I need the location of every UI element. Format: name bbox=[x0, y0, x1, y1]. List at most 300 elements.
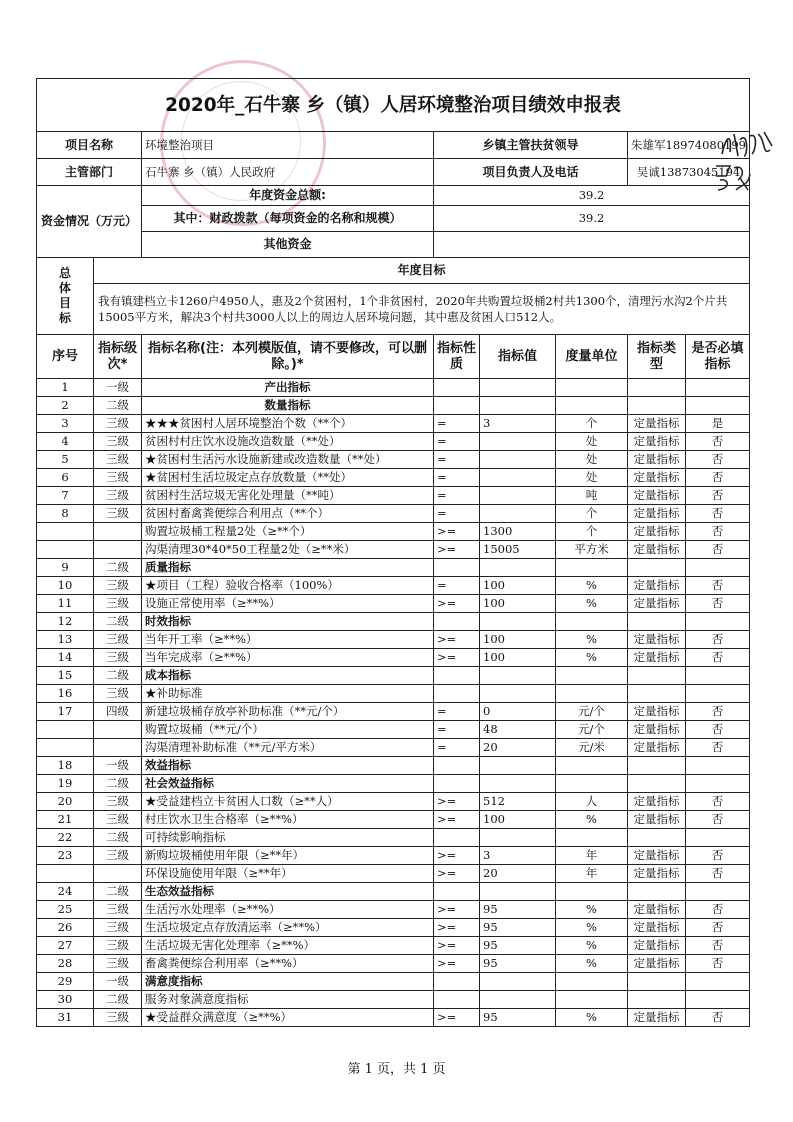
row-type: 定量指标 bbox=[628, 937, 686, 955]
row-type: 定量指标 bbox=[628, 793, 686, 811]
row-type bbox=[628, 883, 686, 901]
row-seq: 14 bbox=[37, 649, 94, 667]
row-unit bbox=[556, 775, 628, 793]
table-row bbox=[37, 703, 750, 721]
row-level bbox=[94, 523, 142, 541]
row-type: 定量指标 bbox=[628, 703, 686, 721]
row-value: 95 bbox=[480, 919, 556, 937]
row-name: ★★★贫困村人居环境整治个数（**个） bbox=[142, 415, 434, 433]
row-required: 否 bbox=[686, 649, 750, 667]
row-name: ★贫困村生活垃圾定点存放数量（**处） bbox=[142, 469, 434, 487]
col-seq: 序号 bbox=[37, 335, 94, 379]
row-required bbox=[686, 829, 750, 847]
row-required: 否 bbox=[686, 955, 750, 973]
row-nature: = bbox=[434, 505, 480, 523]
row-name: 购置垃圾桶（**元/个） bbox=[142, 721, 434, 739]
row-type bbox=[628, 379, 686, 397]
table-row bbox=[37, 379, 750, 397]
row-value bbox=[480, 757, 556, 775]
row-required bbox=[686, 757, 750, 775]
row-required: 否 bbox=[686, 595, 750, 613]
row-required: 否 bbox=[686, 1009, 750, 1027]
row-name: 数量指标 bbox=[142, 397, 434, 415]
table-row bbox=[37, 469, 750, 487]
row-required bbox=[686, 613, 750, 631]
row-seq: 13 bbox=[37, 631, 94, 649]
col-value: 指标值 bbox=[480, 335, 556, 379]
row-type bbox=[628, 991, 686, 1009]
row-required: 否 bbox=[686, 703, 750, 721]
row-seq: 24 bbox=[37, 883, 94, 901]
row-nature bbox=[434, 775, 480, 793]
row-value bbox=[480, 487, 556, 505]
table-row bbox=[37, 595, 750, 613]
row-nature: = bbox=[434, 703, 480, 721]
row-unit: % bbox=[556, 901, 628, 919]
row-required: 否 bbox=[686, 451, 750, 469]
row-nature: >= bbox=[434, 901, 480, 919]
row-name: 当年完成率（≥**%） bbox=[142, 649, 434, 667]
row-value bbox=[480, 469, 556, 487]
row-name: 成本指标 bbox=[142, 667, 434, 685]
goal-header: 年度目标 bbox=[94, 258, 750, 284]
table-row bbox=[37, 523, 750, 541]
row-seq: 29 bbox=[37, 973, 94, 991]
table-row bbox=[37, 793, 750, 811]
row-name: 购置垃圾桶工程量2处（≥**个） bbox=[142, 523, 434, 541]
row-required: 否 bbox=[686, 577, 750, 595]
row-level: 三级 bbox=[94, 577, 142, 595]
row-unit: 人 bbox=[556, 793, 628, 811]
row-value bbox=[480, 829, 556, 847]
row-value: 100 bbox=[480, 595, 556, 613]
row-value: 95 bbox=[480, 937, 556, 955]
row-value bbox=[480, 667, 556, 685]
table-row bbox=[37, 1009, 750, 1027]
row-value: 100 bbox=[480, 631, 556, 649]
row-value: 20 bbox=[480, 739, 556, 757]
row-name: 贫困村畜禽粪便综合利用点（**个） bbox=[142, 505, 434, 523]
row-unit: % bbox=[556, 1009, 628, 1027]
row-value bbox=[480, 991, 556, 1009]
row-type: 定量指标 bbox=[628, 505, 686, 523]
row-type: 定量指标 bbox=[628, 451, 686, 469]
row-nature: = bbox=[434, 415, 480, 433]
table-row bbox=[37, 667, 750, 685]
row-value: 15005 bbox=[480, 541, 556, 559]
row-unit: 处 bbox=[556, 469, 628, 487]
row-nature bbox=[434, 991, 480, 1009]
row-required: 否 bbox=[686, 793, 750, 811]
row-value: 95 bbox=[480, 1009, 556, 1027]
performance-form bbox=[36, 78, 749, 1027]
row-value bbox=[480, 397, 556, 415]
row-nature bbox=[434, 829, 480, 847]
row-nature: >= bbox=[434, 631, 480, 649]
row-name: ★补助标准 bbox=[142, 685, 434, 703]
row-type: 定量指标 bbox=[628, 811, 686, 829]
row-required bbox=[686, 775, 750, 793]
row-unit bbox=[556, 883, 628, 901]
row-name: 设施正常使用率（≥**%） bbox=[142, 595, 434, 613]
row-value bbox=[480, 685, 556, 703]
row-name: ★贫困村生活污水设施新建或改造数量（**处） bbox=[142, 451, 434, 469]
row-level: 三级 bbox=[94, 595, 142, 613]
row-type: 定量指标 bbox=[628, 487, 686, 505]
row-type: 定量指标 bbox=[628, 739, 686, 757]
row-value bbox=[480, 505, 556, 523]
col-nature: 指标性质 bbox=[434, 335, 480, 379]
row-type: 定量指标 bbox=[628, 541, 686, 559]
table-row bbox=[37, 685, 750, 703]
row-value: 100 bbox=[480, 811, 556, 829]
form-title: 2020年_石牛寨 乡（镇）人居环境整治项目绩效申报表 bbox=[37, 79, 750, 132]
row-nature: >= bbox=[434, 955, 480, 973]
row-unit: % bbox=[556, 937, 628, 955]
row-unit: % bbox=[556, 595, 628, 613]
row-value bbox=[480, 559, 556, 577]
row-unit: % bbox=[556, 631, 628, 649]
row-value bbox=[480, 451, 556, 469]
row-level: 一级 bbox=[94, 757, 142, 775]
project-name-label: 项目名称 bbox=[37, 132, 142, 159]
row-nature bbox=[434, 613, 480, 631]
row-type bbox=[628, 757, 686, 775]
row-level: 二级 bbox=[94, 883, 142, 901]
row-nature: = bbox=[434, 577, 480, 595]
row-level: 一级 bbox=[94, 973, 142, 991]
table-row bbox=[37, 955, 750, 973]
row-nature: >= bbox=[434, 649, 480, 667]
row-type: 定量指标 bbox=[628, 1009, 686, 1027]
row-seq: 6 bbox=[37, 469, 94, 487]
row-type: 定量指标 bbox=[628, 415, 686, 433]
row-type: 定量指标 bbox=[628, 433, 686, 451]
row-value: 20 bbox=[480, 865, 556, 883]
row-unit bbox=[556, 667, 628, 685]
row-level: 二级 bbox=[94, 667, 142, 685]
row-type bbox=[628, 775, 686, 793]
table-row bbox=[37, 577, 750, 595]
row-type bbox=[628, 973, 686, 991]
table-row bbox=[37, 973, 750, 991]
row-name: 产出指标 bbox=[142, 379, 434, 397]
row-seq: 8 bbox=[37, 505, 94, 523]
row-level: 二级 bbox=[94, 613, 142, 631]
row-level: 三级 bbox=[94, 1009, 142, 1027]
row-type: 定量指标 bbox=[628, 523, 686, 541]
row-name: 满意度指标 bbox=[142, 973, 434, 991]
funds-label: 资金情况（万元） bbox=[37, 186, 142, 258]
row-level: 三级 bbox=[94, 901, 142, 919]
row-required bbox=[686, 559, 750, 577]
row-level: 二级 bbox=[94, 829, 142, 847]
row-nature bbox=[434, 757, 480, 775]
row-required: 否 bbox=[686, 721, 750, 739]
row-level: 三级 bbox=[94, 937, 142, 955]
row-type: 定量指标 bbox=[628, 919, 686, 937]
row-level: 三级 bbox=[94, 919, 142, 937]
row-unit: 个 bbox=[556, 505, 628, 523]
row-value: 100 bbox=[480, 577, 556, 595]
leader-label: 乡镇主管扶贫领导 bbox=[434, 132, 628, 159]
row-type bbox=[628, 559, 686, 577]
row-value: 0 bbox=[480, 703, 556, 721]
row-value: 48 bbox=[480, 721, 556, 739]
row-required bbox=[686, 379, 750, 397]
row-seq: 5 bbox=[37, 451, 94, 469]
row-name: 效益指标 bbox=[142, 757, 434, 775]
row-unit bbox=[556, 559, 628, 577]
table-row bbox=[37, 433, 750, 451]
row-value bbox=[480, 973, 556, 991]
row-level: 三级 bbox=[94, 847, 142, 865]
row-level: 三级 bbox=[94, 685, 142, 703]
row-value bbox=[480, 775, 556, 793]
table-row bbox=[37, 757, 750, 775]
row-type: 定量指标 bbox=[628, 649, 686, 667]
col-name: 指标名称(注：本列模版值，请不要修改，可以删除。)* bbox=[142, 335, 434, 379]
row-seq: 21 bbox=[37, 811, 94, 829]
row-nature: >= bbox=[434, 811, 480, 829]
row-seq: 3 bbox=[37, 415, 94, 433]
table-row bbox=[37, 613, 750, 631]
row-required bbox=[686, 667, 750, 685]
table-row bbox=[37, 739, 750, 757]
table-row bbox=[37, 847, 750, 865]
row-required: 否 bbox=[686, 433, 750, 451]
row-seq: 28 bbox=[37, 955, 94, 973]
row-required: 否 bbox=[686, 505, 750, 523]
row-value: 3 bbox=[480, 415, 556, 433]
col-type: 指标类型 bbox=[628, 335, 686, 379]
row-value bbox=[480, 379, 556, 397]
row-level: 三级 bbox=[94, 631, 142, 649]
row-type: 定量指标 bbox=[628, 631, 686, 649]
row-unit: 处 bbox=[556, 451, 628, 469]
row-required: 否 bbox=[686, 919, 750, 937]
row-unit bbox=[556, 757, 628, 775]
row-seq: 11 bbox=[37, 595, 94, 613]
funds-fiscal-value: 39.2 bbox=[434, 206, 750, 232]
row-seq: 10 bbox=[37, 577, 94, 595]
row-seq: 31 bbox=[37, 1009, 94, 1027]
row-name: 环保设施使用年限（≥**年） bbox=[142, 865, 434, 883]
row-value: 95 bbox=[480, 901, 556, 919]
row-unit bbox=[556, 829, 628, 847]
col-unit: 度量单位 bbox=[556, 335, 628, 379]
row-unit: 吨 bbox=[556, 487, 628, 505]
row-type: 定量指标 bbox=[628, 955, 686, 973]
row-level: 三级 bbox=[94, 415, 142, 433]
row-seq bbox=[37, 739, 94, 757]
row-nature: >= bbox=[434, 793, 480, 811]
row-name: 当年开工率（≥**%） bbox=[142, 631, 434, 649]
row-name: 贫困村村庄饮水设施改造数量（**处） bbox=[142, 433, 434, 451]
row-seq: 30 bbox=[37, 991, 94, 1009]
row-name: 畜禽粪便综合利用率（≥**%） bbox=[142, 955, 434, 973]
row-seq: 15 bbox=[37, 667, 94, 685]
row-name: ★受益群众满意度（≥**%） bbox=[142, 1009, 434, 1027]
funds-total-label: 年度资金总额: bbox=[142, 186, 434, 206]
row-type: 定量指标 bbox=[628, 595, 686, 613]
row-name: 可持续影响指标 bbox=[142, 829, 434, 847]
row-name: 贫困村生活垃圾无害化处理量（**吨） bbox=[142, 487, 434, 505]
row-seq: 1 bbox=[37, 379, 94, 397]
row-level: 二级 bbox=[94, 775, 142, 793]
row-seq bbox=[37, 541, 94, 559]
row-nature: = bbox=[434, 469, 480, 487]
col-level: 指标级次* bbox=[94, 335, 142, 379]
goal-text: 我有镇建档立卡1260户4950人，惠及2个贫困村，1个非贫困村，2020年共购置垃圾桶2村共1300个，清理污水沟2个片共15005平方米，解决3个村共3000人以上的周边人居环境问题，其中惠及贫困人口512人。 bbox=[94, 284, 750, 335]
row-nature: >= bbox=[434, 523, 480, 541]
row-type: 定量指标 bbox=[628, 847, 686, 865]
table-row bbox=[37, 811, 750, 829]
row-unit bbox=[556, 685, 628, 703]
row-required bbox=[686, 991, 750, 1009]
row-seq: 16 bbox=[37, 685, 94, 703]
row-nature: >= bbox=[434, 937, 480, 955]
row-nature: = bbox=[434, 433, 480, 451]
table-row bbox=[37, 397, 750, 415]
row-nature: = bbox=[434, 487, 480, 505]
row-unit: % bbox=[556, 955, 628, 973]
row-nature bbox=[434, 667, 480, 685]
row-name: 生态效益指标 bbox=[142, 883, 434, 901]
row-seq: 7 bbox=[37, 487, 94, 505]
row-level: 四级 bbox=[94, 703, 142, 721]
row-unit bbox=[556, 397, 628, 415]
row-name: 质量指标 bbox=[142, 559, 434, 577]
row-name: 社会效益指标 bbox=[142, 775, 434, 793]
row-value bbox=[480, 883, 556, 901]
row-name: 时效指标 bbox=[142, 613, 434, 631]
row-seq bbox=[37, 523, 94, 541]
row-seq: 2 bbox=[37, 397, 94, 415]
row-name: ★受益建档立卡贫困人口数（≥**人） bbox=[142, 793, 434, 811]
row-required: 否 bbox=[686, 901, 750, 919]
row-unit: 处 bbox=[556, 433, 628, 451]
row-required: 否 bbox=[686, 739, 750, 757]
row-unit: % bbox=[556, 919, 628, 937]
row-seq: 4 bbox=[37, 433, 94, 451]
form-table bbox=[36, 78, 750, 1027]
row-seq: 12 bbox=[37, 613, 94, 631]
table-row bbox=[37, 901, 750, 919]
row-seq: 26 bbox=[37, 919, 94, 937]
row-name: ★项目（工程）验收合格率（100%） bbox=[142, 577, 434, 595]
row-seq: 18 bbox=[37, 757, 94, 775]
row-level bbox=[94, 739, 142, 757]
row-seq: 22 bbox=[37, 829, 94, 847]
manager-value: 吴诚13873045194 bbox=[628, 159, 750, 186]
row-seq: 20 bbox=[37, 793, 94, 811]
row-level bbox=[94, 541, 142, 559]
row-level: 二级 bbox=[94, 991, 142, 1009]
row-level: 三级 bbox=[94, 793, 142, 811]
row-level: 三级 bbox=[94, 469, 142, 487]
col-required: 是否必填指标 bbox=[686, 335, 750, 379]
row-type bbox=[628, 613, 686, 631]
table-row bbox=[37, 991, 750, 1009]
row-required bbox=[686, 685, 750, 703]
row-nature: >= bbox=[434, 595, 480, 613]
row-value: 1300 bbox=[480, 523, 556, 541]
row-nature: >= bbox=[434, 1009, 480, 1027]
row-unit bbox=[556, 613, 628, 631]
row-seq bbox=[37, 865, 94, 883]
table-row bbox=[37, 541, 750, 559]
goal-label: 总体目标 bbox=[37, 258, 94, 335]
row-required: 否 bbox=[686, 631, 750, 649]
row-level: 三级 bbox=[94, 649, 142, 667]
row-name: 生活污水处理率（≥**%） bbox=[142, 901, 434, 919]
row-name: 生活垃圾无害化处理率（≥**%） bbox=[142, 937, 434, 955]
row-seq bbox=[37, 721, 94, 739]
row-level: 三级 bbox=[94, 433, 142, 451]
row-unit: 元/米 bbox=[556, 739, 628, 757]
manager-label: 项目负责人及电话 bbox=[434, 159, 628, 186]
page-footer: 第 1 页，共 1 页 bbox=[347, 1062, 446, 1077]
row-required bbox=[686, 397, 750, 415]
row-name: 服务对象满意度指标 bbox=[142, 991, 434, 1009]
row-value: 512 bbox=[480, 793, 556, 811]
row-nature bbox=[434, 379, 480, 397]
row-unit: % bbox=[556, 577, 628, 595]
row-unit bbox=[556, 379, 628, 397]
row-type: 定量指标 bbox=[628, 865, 686, 883]
row-type bbox=[628, 829, 686, 847]
row-value bbox=[480, 433, 556, 451]
row-level: 一级 bbox=[94, 379, 142, 397]
table-row bbox=[37, 559, 750, 577]
row-seq: 23 bbox=[37, 847, 94, 865]
row-nature: >= bbox=[434, 847, 480, 865]
row-nature: = bbox=[434, 739, 480, 757]
row-required: 否 bbox=[686, 487, 750, 505]
row-value: 95 bbox=[480, 955, 556, 973]
row-seq: 9 bbox=[37, 559, 94, 577]
row-name: 村庄饮水卫生合格率（≥**%） bbox=[142, 811, 434, 829]
row-nature: = bbox=[434, 721, 480, 739]
table-row bbox=[37, 775, 750, 793]
row-required: 否 bbox=[686, 523, 750, 541]
row-level bbox=[94, 865, 142, 883]
row-required bbox=[686, 883, 750, 901]
dept-label: 主管部门 bbox=[37, 159, 142, 186]
row-seq: 27 bbox=[37, 937, 94, 955]
row-type bbox=[628, 397, 686, 415]
table-row bbox=[37, 937, 750, 955]
table-row bbox=[37, 415, 750, 433]
row-required bbox=[686, 973, 750, 991]
row-required: 否 bbox=[686, 811, 750, 829]
row-nature bbox=[434, 397, 480, 415]
funds-total-value: 39.2 bbox=[434, 186, 750, 206]
row-nature: >= bbox=[434, 865, 480, 883]
row-unit: 年 bbox=[556, 847, 628, 865]
table-row bbox=[37, 721, 750, 739]
row-unit: 年 bbox=[556, 865, 628, 883]
row-value: 100 bbox=[480, 649, 556, 667]
table-row bbox=[37, 829, 750, 847]
row-unit bbox=[556, 973, 628, 991]
table-row bbox=[37, 451, 750, 469]
row-name: 沟渠清理30*40*50工程量2处（≥**米） bbox=[142, 541, 434, 559]
row-value bbox=[480, 613, 556, 631]
row-type bbox=[628, 685, 686, 703]
funds-other-label: 其他资金 bbox=[142, 232, 434, 258]
